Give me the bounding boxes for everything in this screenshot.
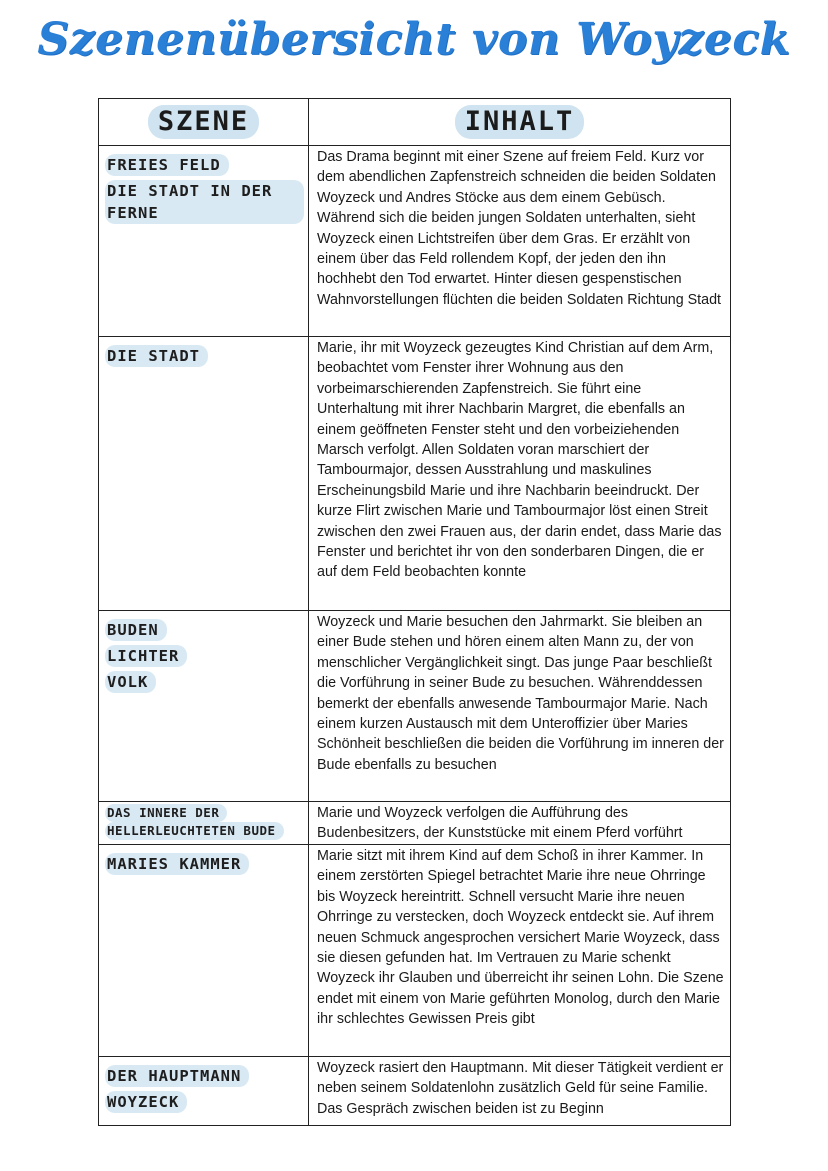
scene-label: FREIES FELD <box>105 154 229 176</box>
content-cell: Marie und Woyzeck verfolgen die Aufführung des Budenbesitzers, der Kunststücke mit einem Pferd vorführt <box>309 802 731 845</box>
content-cell: Marie sitzt mit ihrem Kind auf dem Schoß in ihrer Kammer. In einem zerstörten Spiegel betrachtet Marie ihre neue Ohrringe bis Woyzeck hereintritt. Schnell versucht Marie ihre neuen Ohrringe zu verstecken, doch Woyzeck entdeckt sie. Auf ihrem neuen Schmuck angesprochen versichert Marie Woyzeck, dass sie diesen gefunden hat. Im Vertrauen zu Marie schenkt Woyzeck ihr Glauben und überreicht ihr seinen Lohn. Die Szene endet mit einem von Marie geführten Monolog, durch den Marie ihr schlechtes Gewissen Preis gibt <box>309 845 731 1057</box>
column-header-scene <box>99 99 309 146</box>
scene-cell <box>99 1057 309 1126</box>
table-row <box>99 1057 731 1126</box>
scene-label: DER HAUPTMANN <box>105 1065 249 1087</box>
table-row <box>99 146 731 337</box>
scene-cell <box>99 611 309 802</box>
table-header-row <box>99 99 731 146</box>
scene-label: DIE STADT <box>105 345 208 367</box>
scene-label: MARIES KAMMER <box>105 853 249 875</box>
scene-label: VOLK <box>105 671 156 693</box>
scene-cell <box>99 337 309 611</box>
column-header-content-label: INHALT <box>455 105 585 139</box>
page-title: Szenenübersicht von Woyzeck <box>37 14 791 65</box>
scene-cell <box>99 146 309 337</box>
column-header-scene-label: SZENE <box>148 105 259 139</box>
scene-label: DAS INNERE DER <box>105 804 227 822</box>
content-cell: Woyzeck und Marie besuchen den Jahrmarkt. Sie bleiben an einer Bude stehen und hören einem alten Mann zu, der von menschlicher Vergänglichkeit singt. Das junge Paar beschließt die Vorführung in seiner Bude zu besuchen. Währenddessen bemerkt der ebenfalls anwesende Tambourmajor Marie. Nach einem kurzen Austausch mit dem Unteroffizier über Maries Schönheit beschließen die beiden die Vorführung im inneren der Bude ebenfalls zu besuchen <box>309 611 731 802</box>
scene-label: BUDEN <box>105 619 167 641</box>
scene-label: WOYZECK <box>105 1091 187 1113</box>
scene-table <box>98 98 731 1126</box>
scene-cell <box>99 845 309 1057</box>
scene-label: LICHTER <box>105 645 187 667</box>
content-cell: Woyzeck rasiert den Hauptmann. Mit dieser Tätigkeit verdient er neben seinem Soldatenlohn zusätzlich Geld für seine Familie. Das Gespräch zwischen beiden ist zu Beginn <box>309 1057 731 1126</box>
table-row <box>99 845 731 1057</box>
scene-cell <box>99 802 309 845</box>
column-header-content <box>309 99 731 146</box>
table-row <box>99 337 731 611</box>
scene-label: HELLERLEUCHTETEN BUDE <box>105 822 284 840</box>
scene-label: DIE STADT IN DER FERNE <box>105 180 304 224</box>
table-row <box>99 611 731 802</box>
table-row <box>99 802 731 845</box>
content-cell: Marie, ihr mit Woyzeck gezeugtes Kind Christian auf dem Arm, beobachtet vom Fenster ihrer Wohnung aus den vorbeimarschierenden Zapfenstreich. Sie führt eine Unterhaltung mit ihrer Nachbarin Margret, die ebenfalls an einem geöffneten Fenster steht und den vorbeiziehenden Marsch verfolgt. Allen Soldaten voran marschiert der Tambourmajor, dessen Ausstrahlung und maskulines Erscheinungsbild Marie und ihre Nachbarin beeindruckt. Der kurze Flirt zwischen Marie und Tambourmajor löst einen Streit zwischen den zwei Frauen aus, der darin endet, dass Marie das Fenster und berichtet ihr von den sonderbaren Dingen, die er auf dem Feld beobachten konnte <box>309 337 731 611</box>
content-cell: Das Drama beginnt mit einer Szene auf freiem Feld. Kurz vor dem abendlichen Zapfenstreich schneiden die beiden Soldaten Woyzeck und Andres Stöcke aus dem einem Gebüsch. Während sich die beiden jungen Soldaten unterhalten, sieht Woyzeck einen Lichtstreifen über dem Gras. Er erzählt von einem über das Feld rollendem Kopf, der jeden den ihn hochhebt den Tod erwartet. Hinter diesen gespenstischen Wahnvorstellungen flüchten die beiden Soldaten Richtung Stadt <box>309 146 731 337</box>
